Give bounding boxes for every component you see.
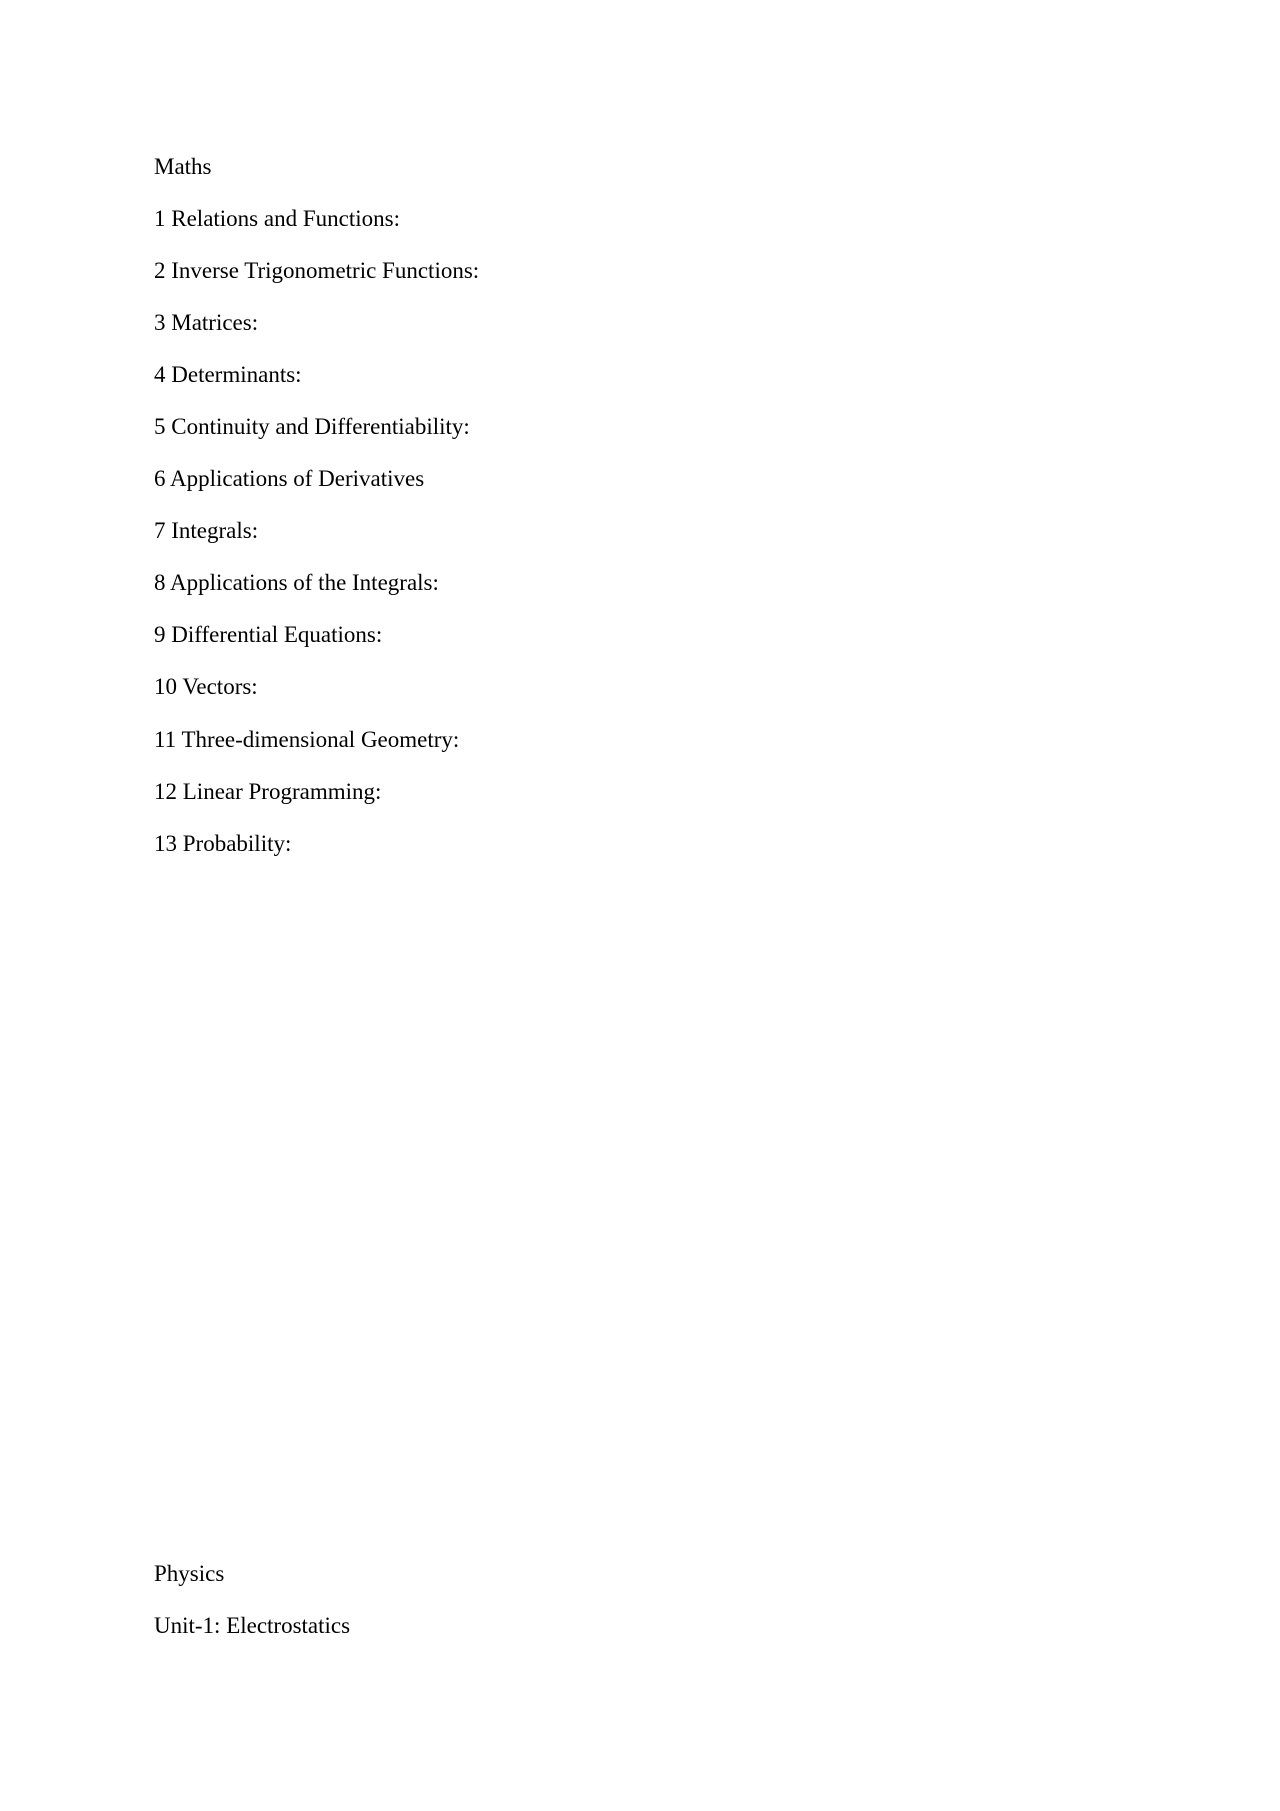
maths-topic-1: 1 Relations and Functions: <box>154 206 400 231</box>
maths-topic-11: 11 Three-dimensional Geometry: <box>154 727 460 752</box>
maths-topic-8: 8 Applications of the Integrals: <box>154 570 439 595</box>
maths-topic-2: 2 Inverse Trigonometric Functions: <box>154 258 480 283</box>
maths-topic-3: 3 Matrices: <box>154 310 259 335</box>
maths-topic-5: 5 Continuity and Differentiability: <box>154 414 470 439</box>
physics-heading: Physics <box>154 1561 225 1586</box>
physics-unit-1: Unit-1: Electrostatics <box>154 1613 351 1638</box>
maths-topic-7: 7 Integrals: <box>154 518 259 543</box>
maths-heading: Maths <box>154 154 212 179</box>
maths-topic-12: 12 Linear Programming: <box>154 779 382 804</box>
maths-topic-6: 6 Applications of Derivatives <box>154 466 425 491</box>
maths-topic-9: 9 Differential Equations: <box>154 622 383 647</box>
maths-topic-4: 4 Determinants: <box>154 362 302 387</box>
maths-topic-10: 10 Vectors: <box>154 674 258 699</box>
maths-topic-13: 13 Probability: <box>154 831 292 856</box>
